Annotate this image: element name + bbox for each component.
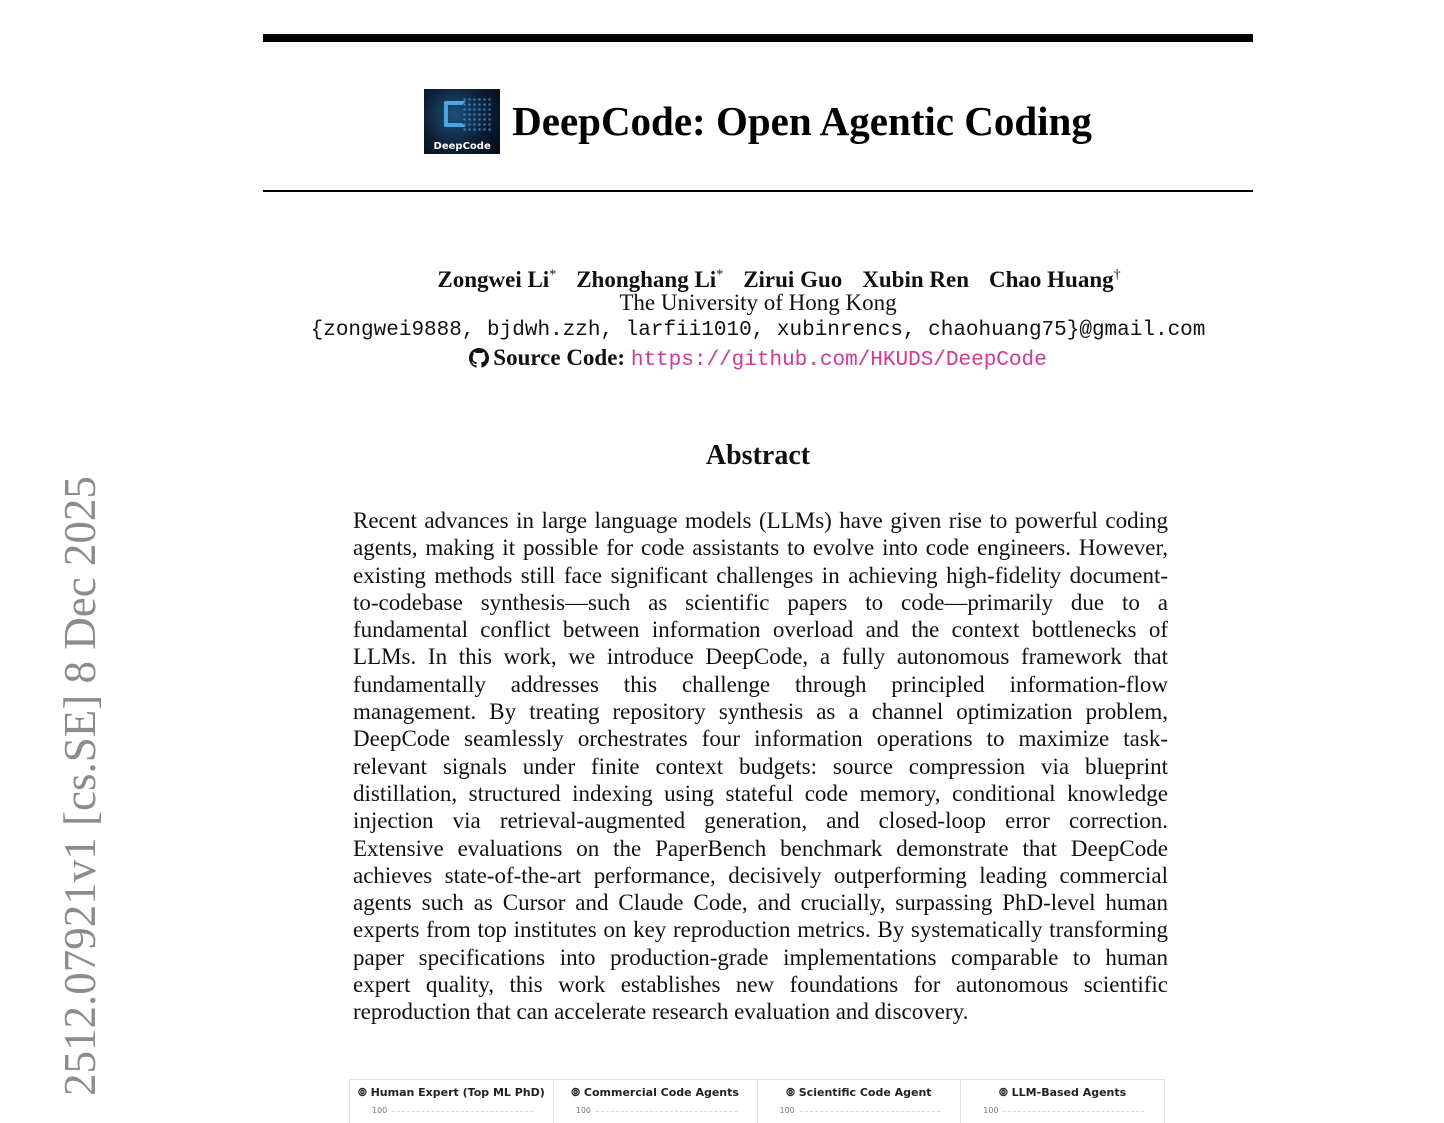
author-mark: † — [1113, 267, 1121, 282]
author-name: Zongwei Li — [437, 266, 550, 292]
y-tick-label: 100 — [779, 1106, 795, 1115]
gridline — [392, 1111, 533, 1112]
panel-title: ⦾ Human Expert (Top ML PhD) — [357, 1086, 545, 1099]
gridline — [800, 1111, 941, 1112]
figure-panel — [349, 1080, 553, 1123]
author-emails: {zongwei9888, bjdwh.zzh, larfii1010, xubinrencs, chaohuang75}@gmail.com — [310, 319, 1206, 342]
source-code-link[interactable]: https://github.com/HKUDS/DeepCode — [630, 349, 1047, 372]
logo-dots-decoration — [462, 97, 492, 131]
author-mark: * — [716, 267, 724, 282]
y-tick-label: 100 — [983, 1106, 999, 1115]
panel-title: ⦾ LLM-Based Agents — [999, 1086, 1127, 1099]
figure-panel — [757, 1080, 961, 1123]
deepcode-logo — [424, 89, 500, 154]
title-rule-top — [263, 34, 1253, 42]
figure-1-preview — [349, 1079, 1165, 1123]
author-name: Zirui Guo — [743, 266, 843, 292]
author-name: Xubin Ren — [862, 266, 969, 292]
author-mark: * — [549, 267, 557, 282]
y-tick-label: 100 — [575, 1106, 592, 1115]
gridline — [596, 1111, 737, 1112]
arxiv-identifier-stamp: 2512.07921v1 [cs.SE] 8 Dec 2025 — [55, 476, 105, 1096]
figure-panel — [553, 1080, 757, 1123]
y-tick-label: 100 — [372, 1106, 388, 1115]
affiliation: The University of Hong Kong — [619, 290, 897, 315]
figure-panel — [960, 1080, 1165, 1123]
source-code-line — [263, 343, 1253, 376]
author-name: Chao Huang — [989, 266, 1114, 292]
abstract-heading: Abstract — [705, 440, 811, 471]
gridline — [1003, 1111, 1144, 1112]
paper-title: DeepCode: Open Agentic Coding — [512, 98, 1092, 144]
panel-title: ⦾ Commercial Code Agents — [571, 1086, 739, 1099]
source-code-label: Source Code: — [493, 345, 626, 370]
logo-wordmark: DeepCode — [433, 140, 491, 152]
title-block — [263, 86, 1253, 156]
abstract-text: Recent advances in large language models (LLMs) have given rise to powerful coding agents, making it possible for code assistants to evolve into code engineers. However, existing methods still face significant challenges in achieving high-fidelity document-to-codebase synthesis—such as scientific papers to code—primarily due to a fundamental conflict between information overload and the context bottlenecks of LLMs. In this work, we introduce DeepCode, a fully autonomous framework that fundamentally addresses this challenge through principled information-flow management. By treating repository synthesis as a channel optimization problem, DeepCode seamlessly orchestrates four information operations to maximize task-relevant signals under finite context budgets: source compression via blueprint distillation, structured indexing using stateful code memory, conditional knowledge injection via retrieval-augmented generation, and closed-loop error correction. Extensive evaluations on the PaperBench benchmark demonstrate that DeepCode achieves state-of-the-art performance, decisively outperforming leading commercial agents such as Cursor and Claude Code, and crucially, surpassing PhD-level human experts from top institutes on key reproduction metrics. By systematically transforming paper specifications into production-grade implementations comparable to human expert quality, this work establishes new foundations for autonomous scientific reproduction that can accelerate research evaluation and discovery. — [353, 508, 1168, 1025]
author-name: Zhonghang Li — [576, 266, 717, 292]
logo-d-mark — [444, 101, 466, 127]
title-rule-bottom — [263, 190, 1253, 192]
github-icon — [469, 348, 489, 368]
panel-title: ⦾ Scientific Code Agent — [786, 1086, 932, 1099]
